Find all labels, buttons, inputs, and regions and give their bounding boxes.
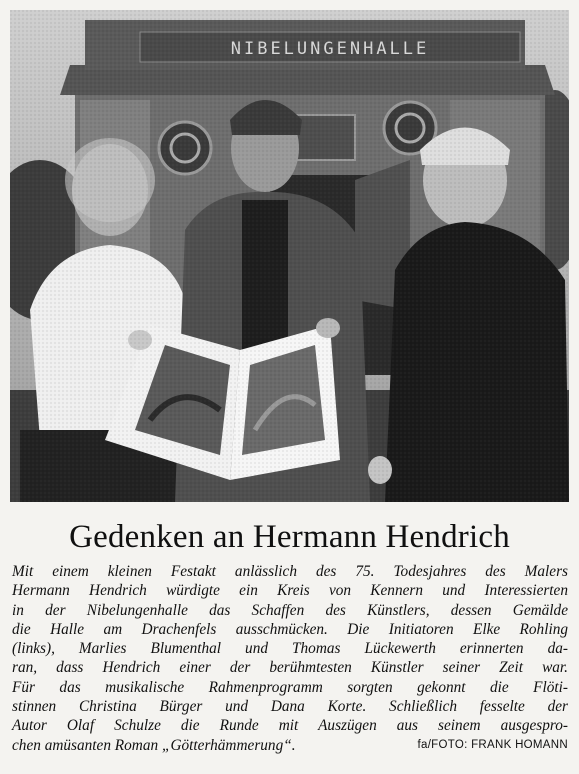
- caption-line: in der Nibelungenhalle das Schaffen des Künstlers, dessen Gemälde: [12, 601, 568, 619]
- caption-line: die Halle am Drachenfels ausschmücken. Die Initiatoren Elke Rohling: [12, 620, 568, 638]
- caption-line: chen amüsanten Roman „Götterhämmerung“.: [12, 736, 296, 754]
- photo-credit: fa/FOTO: FRANK HOMANN: [417, 738, 568, 751]
- caption-line: Autor Olaf Schulze die Runde mit Auszügen aus seinem ausgespro-: [12, 717, 568, 735]
- caption-line: Hermann Hendrich würdigte ein Kreis von Kennern und Interessierten: [12, 582, 568, 600]
- photo-caption: [12, 562, 568, 755]
- caption-last-line: [12, 736, 568, 755]
- caption-line: ran, dass Hendrich einer der berühmtesten Künstler seiner Zeit war.: [12, 659, 568, 677]
- caption-line: Mit einem kleinen Festakt anlässlich des 75. Todesjahres des Malers: [12, 563, 568, 580]
- news-photo: [10, 10, 569, 502]
- photo-illustration: [10, 10, 569, 502]
- headline: Gedenken an Hermann Hendrich: [69, 519, 510, 555]
- caption-line: Für das musikalische Rahmenprogramm sorgten gekonnt die Flöti-: [12, 678, 568, 696]
- caption-line: (links), Marlies Blumenthal und Thomas Lückewerth erinnerten da-: [12, 640, 568, 658]
- caption-line: stinnen Christina Bürger und Dana Korte. Schließlich fesselte der: [12, 698, 568, 716]
